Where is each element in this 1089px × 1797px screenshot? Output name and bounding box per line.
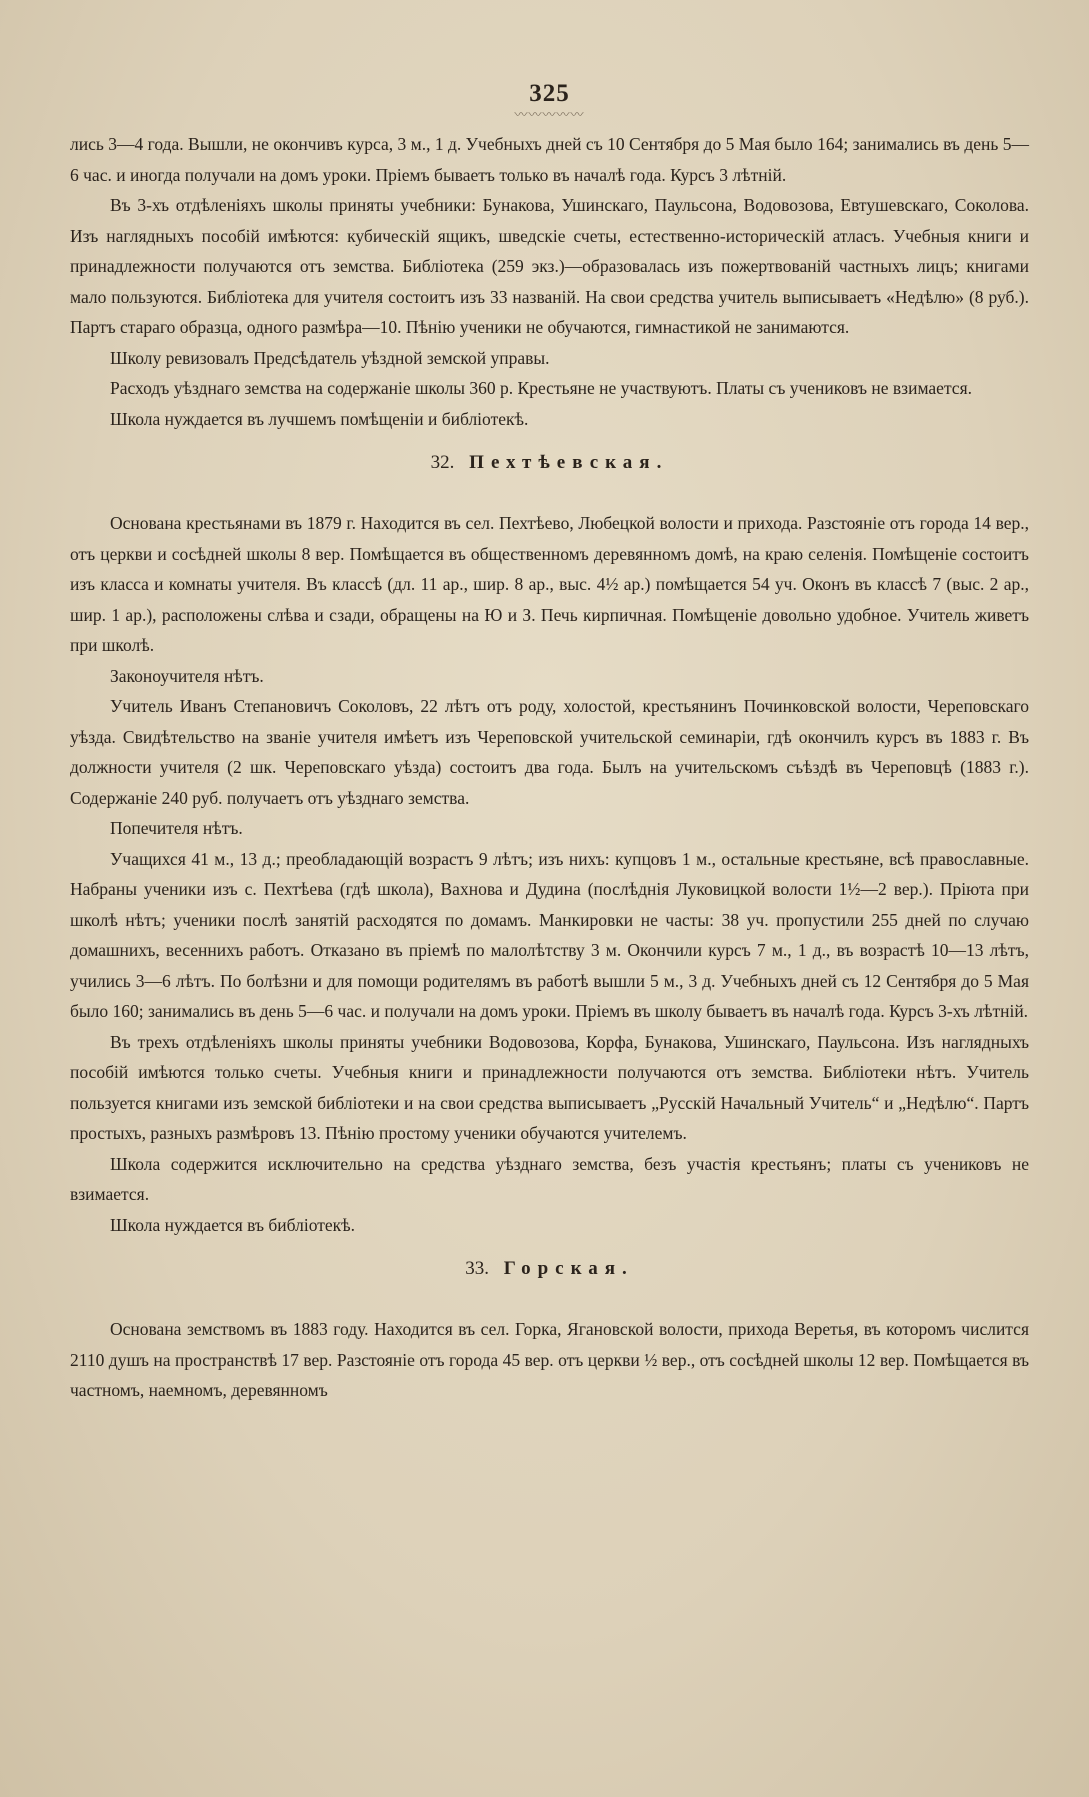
paragraph: Попечителя нѣтъ. [110,818,243,838]
paragraph: Учитель Иванъ Степановичъ Соколовъ, 22 лѣтъ отъ роду, холостой, крестьянинъ Починковской волости, Череповскаго уѣзда. Свидѣтельство на званіе учителя имѣетъ изъ Череповской учительской семинаріи, гдѣ окончилъ курсъ въ 1883 г. Въ должности учителя (2 шк. Череповскаго уѣзда) состоитъ два года. Былъ на учительскомъ съѣздѣ въ Череповцѣ (1883 г.). Содержаніе 240 руб. получаетъ отъ уѣзднаго земства. [70,696,1029,808]
page-number: 325 [529,80,570,107]
section-heading-33 [70,1258,1029,1280]
paragraph: Учащихся 41 м., 13 д.; преобладающій возрастъ 9 лѣтъ; изъ нихъ: купцовъ 1 м., остальные крестьяне, всѣ православные. Набраны ученики изъ с. Пехтѣева (гдѣ школа), Вахнова и Дудина (послѣднія Луковицкой волости 1½—2 вер.). Пріюта при школѣ нѣтъ; ученики послѣ занятій расходятся по домамъ. Манкировки не часты: 38 уч. пропустили 255 дней по случаю домашнихъ, весеннихъ работъ. Отказано въ пріемѣ по малолѣтству 3 м. Окончили курсъ 7 м., 1 д., въ возрастѣ 10—13 лѣтъ, учились 3—6 лѣтъ. По болѣзни и для помощи родителямъ въ работѣ вышли 5 м., 3 д. Учебныхъ дней съ 12 Сентября до 5 Мая было 160; занимались въ день 5—6 час. и получали на домъ уроки. Пріемъ въ школу бываетъ въ началѣ года. Курсъ 3-хъ лѣтній. [70,848,1029,1021]
paragraph: Законоучителя нѣтъ. [110,665,264,686]
paragraph: лись 3—4 года. Вышли, не окончивъ курса, 3 м., 1 д. Учебныхъ дней съ 10 Сентября до 5 Мая было 164; занимались въ день 5—6 час. и иногда получали на домъ уроки. Пріемъ бываетъ только въ началѣ года. Курсъ 3 лѣтній. [70,134,1029,185]
paragraph: Въ трехъ отдѣленіяхъ школы приняты учебники Водовозова, Корфа, Бунакова, Ушинскаго, Паульсона. Изъ наглядныхъ пособій имѣются только счеты. Учебныя книги и принадлежности получаются отъ земства. Библіотеки нѣтъ. Учитель пользуется книгами изъ земской библіотеки и на свои средства выписываетъ „Русскій Начальный Учитель“ и „Недѣлю“. Партъ простыхъ, разныхъ размѣровъ 13. Пѣнію простому ученики обучаются учителемъ. [70,1031,1029,1143]
page-number-ornament: 〰〰〰〰〰 [514,107,585,122]
section-heading-32 [70,452,1029,474]
paragraph: Школа нуждается въ лучшемъ помѣщеніи и библіотекѣ. [110,408,529,429]
paragraph: Расходъ уѣзднаго земства на содержаніе школы 360 р. Крестьяне не участвуютъ. Платы съ учениковъ не взимается. [110,378,972,398]
section-number: 33. [465,1258,489,1279]
paragraph: Школу ревизовалъ Предсѣдатель уѣздной земской управы. [110,347,550,368]
section-name: Горская. [503,1258,634,1279]
paragraph: Школа содержится исключительно на средства уѣзднаго земства, безъ участія крестьянъ; платы съ учениковъ не взимается. [70,1153,1029,1204]
paragraph: Основана земствомъ въ 1883 году. Находится въ сел. Горка, Ягановской волости, прихода Веретья, въ которомъ числится 2110 душъ на пространствѣ 17 вер. Разстояніе отъ города 45 вер. отъ церкви ½ вер., отъ сосѣдней школы 12 вер. Помѣщается въ частномъ, наемномъ, деревянномъ [70,1319,1029,1400]
paragraph: Въ 3-хъ отдѣленіяхъ школы приняты учебники: Бунакова, Ушинскаго, Паульсона, Водовозова, Евтушевскаго, Соколова. Изъ наглядныхъ пособій имѣются: кубическій ящикъ, шведскіе счеты, естественно-историческій атласъ. Учебныя книги и принадлежности получаются отъ земства. Библіотека (259 экз.)—образовалась изъ пожертвованій частныхъ лицъ; книгами мало пользуются. Библіотека для учителя состоитъ изъ 33 названій. На свои средства учитель выписываетъ «Недѣлю» (8 руб.). Партъ стараго образца, одного размѣра—10. Пѣнію ученики не обучаются, гимнастикой не занимаются. [70,195,1029,337]
section-number: 32. [430,452,455,473]
paragraph: Школа нуждается въ библіотекѣ. [110,1214,356,1235]
paragraph: Основана крестьянами въ 1879 г. Находится въ сел. Пехтѣево, Любецкой волости и прихода. Разстояніе отъ города 14 вер., отъ церкви и сосѣдней школы 8 вер. Помѣщается въ общественномъ деревянномъ домѣ, на краю селенія. Помѣщеніе состоитъ изъ класса и комнаты учителя. Въ классѣ (дл. 11 ар., шир. 8 ар., выс. 4½ ар.) помѣщается 54 уч. Оконъ въ классѣ 7 (выс. 2 ар., шир. 1 ар.), расположены слѣва и сзади, обращены на Ю и З. Печь кирпичная. Помѣщеніе довольно удобное. Учитель живетъ при школѣ. [70,513,1029,655]
section-name: Пехтѣевская. [469,452,669,473]
